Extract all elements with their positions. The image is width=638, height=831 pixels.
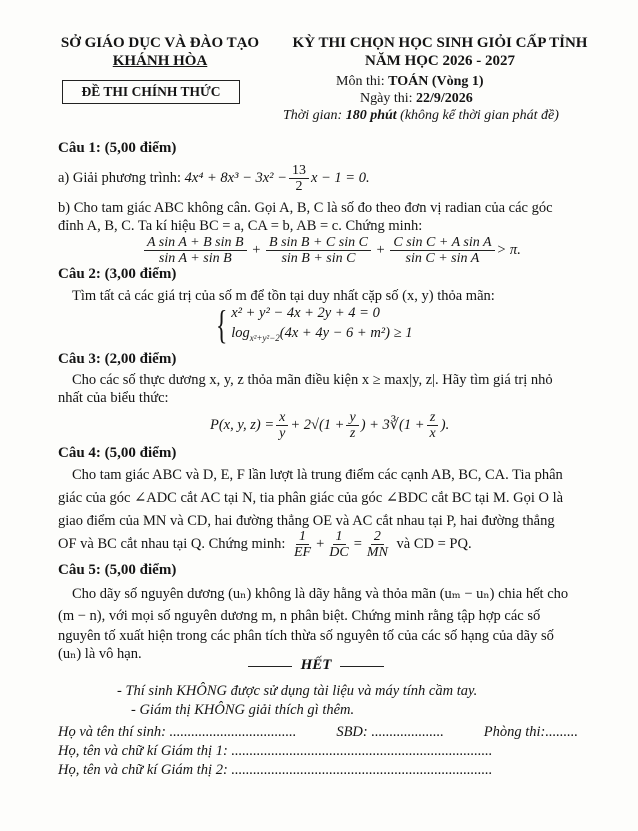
proof-fraction-3 bbox=[364, 529, 391, 560]
fraction-denominator: y bbox=[279, 425, 286, 441]
school-year: NĂM HỌC 2026 - 2027 bbox=[365, 53, 515, 69]
log-argument: (4x + 4y − 6 + m²) ≥ 1 bbox=[279, 324, 413, 341]
question-5-line2: (m − n), với mọi số nguyên dương m, n phân biệt. Chứng minh rằng tập hợp các số bbox=[58, 608, 541, 624]
room-field[interactable]: Phòng thi:......... bbox=[483, 724, 578, 740]
sbd-field[interactable]: SBD: .................... bbox=[336, 724, 444, 740]
note-1: - Thí sinh KHÔNG được sử dụng tài liệu và máy tính cầm tay. bbox=[117, 683, 478, 699]
inequality-fraction-2 bbox=[266, 235, 371, 266]
fraction-denominator: MN bbox=[366, 544, 388, 560]
fraction-numerator: 2 bbox=[371, 529, 384, 545]
question-1-title: Câu 1: (5,00 điểm) bbox=[58, 140, 177, 156]
proctor-2-field[interactable]: Họ, tên và chữ kí Giám thị 2: ........................................................................ bbox=[58, 762, 493, 778]
department-line2: KHÁNH HÒA bbox=[112, 53, 208, 69]
question-3-line1: Cho các số thực dương x, y, z thỏa mãn điều kiện x ≥ max|y, z|. Hãy tìm giá trị nhỏ bbox=[72, 372, 553, 388]
question-4-title: Câu 4: (5,00 điểm) bbox=[58, 445, 177, 461]
fraction-numerator: 1 bbox=[333, 529, 346, 545]
date-label: Ngày thi: bbox=[360, 91, 413, 106]
time-value: 180 phút bbox=[345, 108, 397, 123]
expression-lhs: P(x, y, z) = bbox=[210, 417, 275, 433]
fraction-denominator: x bbox=[429, 425, 436, 441]
exam-title: KỲ THI CHỌN HỌC SINH GIỎI CẤP TỈNH bbox=[292, 35, 588, 51]
official-exam-stamp: ĐỀ THI CHÍNH THỨC bbox=[62, 80, 240, 104]
expression-end: ). bbox=[440, 417, 450, 433]
expression-mid-1: + 2√(1 + bbox=[290, 417, 345, 433]
question-1a-eq-left: 4x⁴ + 8x³ − 3x² − bbox=[184, 170, 287, 186]
system-brace: { bbox=[215, 302, 228, 347]
fraction-numerator: z bbox=[427, 410, 438, 426]
question-5-title: Câu 5: (5,00 điểm) bbox=[58, 562, 177, 578]
end-mark-text: HẾT bbox=[300, 657, 332, 673]
fraction-denominator: sin A + sin B bbox=[158, 250, 232, 266]
log-base: x²+y²−2 bbox=[249, 332, 280, 343]
question-5-line3: nguyên tố xuất hiện trong các phân tích thừa số nguyên tố của các số hạng của dãy số bbox=[58, 628, 554, 644]
question-2-system bbox=[212, 303, 412, 347]
question-4-line4-prefix: OF và BC cắt nhau tại Q. Chứng minh: bbox=[58, 536, 286, 552]
candidate-name-field[interactable]: Họ và tên thí sinh: ................................... bbox=[58, 724, 297, 740]
fraction-numerator: x bbox=[276, 410, 288, 426]
question-5-line4: (uₙ) là vô hạn. bbox=[58, 646, 142, 662]
fraction-denominator: z bbox=[349, 425, 356, 441]
question-1a-fraction bbox=[289, 163, 309, 194]
inequality-fraction-1 bbox=[144, 235, 247, 266]
question-4-line4-suffix: và CD = PQ. bbox=[396, 536, 472, 552]
expression-fraction-3 bbox=[427, 410, 439, 441]
time-note: (không kể thời gian phát đề) bbox=[400, 108, 559, 123]
question-1a-prefix: a) Giải phương trình: bbox=[58, 170, 182, 186]
note-2: - Giám thị KHÔNG giải thích gì thêm. bbox=[131, 702, 355, 718]
time-line bbox=[283, 107, 559, 124]
question-4-line4: OF và BC cắt nhau tại Q. Chứng minh: $\frac{1}{EF}$ + $\frac{1}{DC}$ = $\frac{2}{MN}$ và CD = PQ. bbox=[58, 528, 472, 560]
question-1b-line1: b) Cho tam giác ABC không cân. Gọi A, B, C là số đo theo đơn vị radian của các góc bbox=[58, 200, 553, 216]
department-line1: SỞ GIÁO DỤC VÀ ĐÀO TẠO bbox=[60, 35, 260, 51]
expression-mid-2: ) + 3∛(1 + bbox=[360, 417, 425, 433]
date-value: 22/9/2026 bbox=[416, 91, 473, 106]
exam-title-block bbox=[275, 34, 605, 70]
end-mark bbox=[248, 657, 384, 673]
fraction-numerator: B sin B + C sin C bbox=[266, 235, 371, 251]
fraction-denominator: DC bbox=[329, 544, 349, 560]
system-equation-2 bbox=[231, 323, 412, 348]
question-1a bbox=[58, 163, 370, 193]
end-mark-right-rule bbox=[340, 666, 384, 667]
subject-line bbox=[336, 73, 484, 90]
inequality-tail: > π. bbox=[496, 242, 521, 258]
question-2-title: Câu 2: (3,00 điểm) bbox=[58, 266, 177, 282]
question-4-line2: giác của góc ∠ADC cắt AC tại N, tia phân giác của góc ∠BDC cắt BC tại M. Gọi O là bbox=[58, 490, 564, 506]
question-4-line3: giao điểm của MN và CD, hai đường thẳng OE và AC cắt nhau tại P, hai đường thẳng bbox=[58, 513, 555, 529]
question-1b-line2: đỉnh A, B, C. Ta kí hiệu BC = a, CA = b, AB = c. Chứng minh: bbox=[58, 218, 423, 234]
proctor-1-field[interactable]: Họ, tên và chữ kí Giám thị 1: ........................................................................ bbox=[58, 743, 493, 759]
system-equation-1: x² + y² − 4x + 2y + 4 = 0 bbox=[231, 304, 380, 321]
question-3-line2: nhất của biểu thức: bbox=[58, 390, 169, 406]
end-mark-left-rule bbox=[248, 666, 292, 667]
question-3-expression bbox=[210, 407, 449, 443]
fraction-denominator: sin B + sin C bbox=[281, 250, 356, 266]
subject-value: TOÁN (Vòng 1) bbox=[388, 74, 484, 89]
fraction-denominator: EF bbox=[293, 544, 312, 560]
log-symbol: log bbox=[231, 324, 250, 341]
question-1a-eq-right: x − 1 = 0. bbox=[310, 170, 370, 186]
fraction-numerator: A sin A + B sin B bbox=[144, 235, 247, 251]
question-4-line1: Cho tam giác ABC và D, E, F lần lượt là trung điểm các cạnh AB, BC, CA. Tia phân bbox=[72, 467, 563, 483]
fraction-numerator: y bbox=[346, 410, 358, 426]
question-1b-inequality: $\frac{\text{A sin A + B sin B}}{\text{sin A + sin B}}$ + $\frac{\text{B sin B + C sin C}}{\text{sin B + sin C}}$ + $\frac{\text{C sin C + A sin A}}{\text{sin C + sin A}}$ > π. bbox=[142, 232, 521, 268]
question-2-line1: Tìm tất cả các giá trị của số m để tồn tại duy nhất cặp số (x, y) thỏa mãn: bbox=[72, 288, 495, 304]
date-line bbox=[360, 90, 473, 107]
expression-fraction-1 bbox=[276, 410, 288, 441]
candidate-info-line bbox=[58, 724, 578, 741]
fraction-numerator: 13 bbox=[289, 163, 309, 179]
question-5-line1: Cho dãy số nguyên dương (uₙ) không là dãy hằng và thỏa mãn (uₘ − uₙ) chia hết cho bbox=[72, 586, 569, 602]
fraction-denominator: 2 bbox=[295, 178, 303, 194]
fraction-numerator: 1 bbox=[296, 529, 309, 545]
proof-fraction-1 bbox=[291, 529, 314, 560]
expression-fraction-2 bbox=[346, 410, 358, 441]
fraction-denominator: sin C + sin A bbox=[405, 250, 480, 266]
fraction-numerator: C sin C + A sin A bbox=[390, 235, 494, 251]
time-label: Thời gian: bbox=[283, 108, 343, 123]
proof-fraction-2 bbox=[326, 529, 351, 560]
inequality-fraction-3 bbox=[390, 235, 494, 266]
question-3-title: Câu 3: (2,00 điểm) bbox=[58, 351, 177, 367]
subject-label: Môn thi: bbox=[336, 74, 385, 89]
department-header bbox=[55, 34, 265, 70]
